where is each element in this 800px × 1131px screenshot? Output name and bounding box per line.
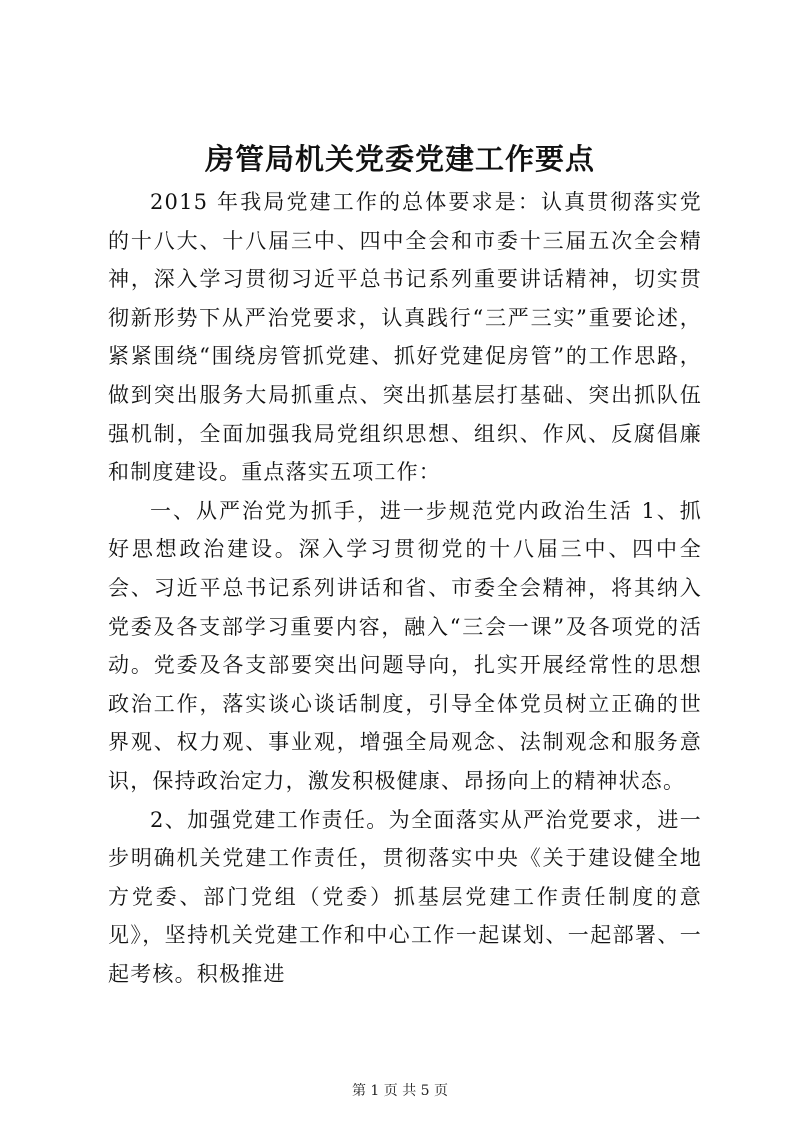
document-body bbox=[108, 183, 702, 993]
page-number-footer: 第 1 页 共 5 页 bbox=[351, 1083, 449, 1099]
paragraph-section-2: 2、加强党建工作责任。为全面落实从严治党要求，进一步明确机关党建工作责任，贯彻落实中央《关于建设健全地方党委、部门党组（党委）抓基层党建工作责任制度的意见》，坚持机关党建工作和中心工作一起谋划、一起部署、一起考核。积极推进 bbox=[108, 807, 702, 986]
paragraph-intro: 2015 年我局党建工作的总体要求是：认真贯彻落实党的十八大、十八届三中、四中全会和市委十三届五次全会精神，深入学习贯彻习近平总书记系列重要讲话精神，切实贯彻新形势下从严治党要求，认真践行“三严三实”重要论述，紧紧围绕“围绕房管抓党建、抓好党建促房管”的工作思路，做到突出服务大局抓重点、突出抓基层打基础、突出抓队伍强机制，全面加强我局党组织思想、组织、作风、反腐倡廉和制度建设。重点落实五项工作： bbox=[108, 190, 702, 485]
document-title: 房管局机关党委党建工作要点 bbox=[204, 142, 595, 176]
paragraph-section-1: 一、从严治党为抓手，进一步规范党内政治生活 1、抓好思想政治建设。深入学习贯彻党的十八届三中、四中全会、习近平总书记系列讲话和省、市委全会精神，将其纳入党委及各支部学习重要内容，融入“三会一课”及各项党的活动。党委及各支部要突出问题导向，扎实开展经常性的思想政治工作，落实谈心谈话制度，引导全体党员树立正确的世界观、权力观、事业观，增强全局观念、法制观念和服务意识，保持政治定力，激发积极健康、昂扬向上的精神状态。 bbox=[108, 498, 702, 793]
